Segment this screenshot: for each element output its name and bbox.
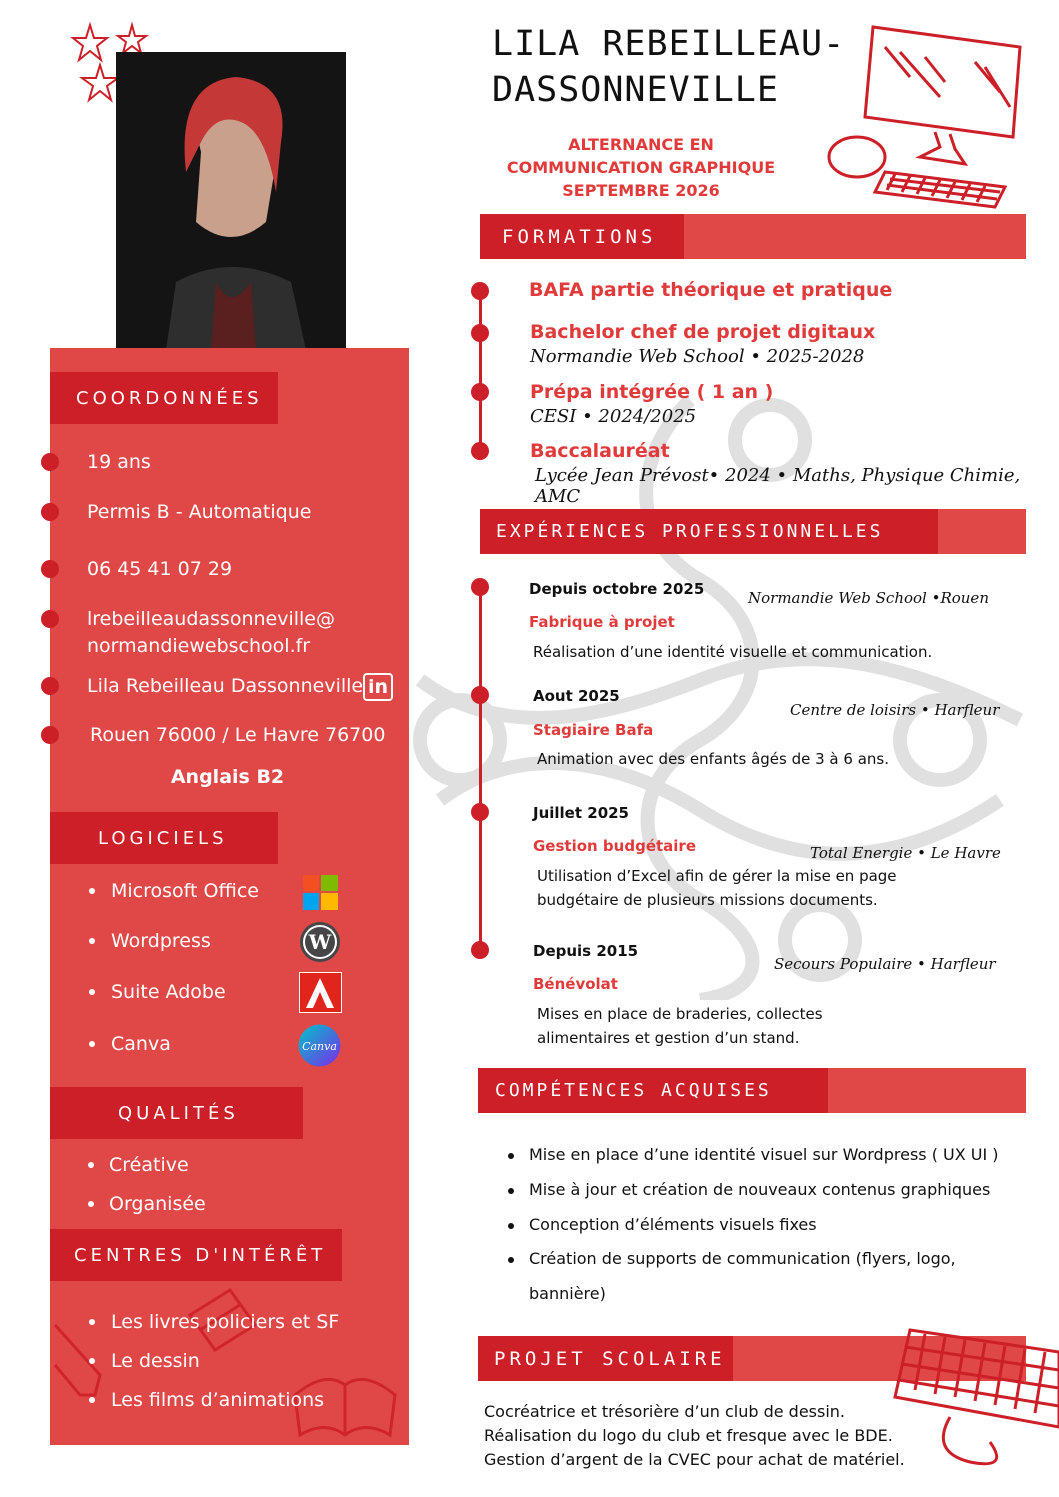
competences-title: COMPÉTENCES ACQUISES [478, 1068, 828, 1113]
desc-line: alimentaires et gestion d’un stand. [537, 1029, 800, 1047]
bullet [88, 1162, 94, 1168]
qualites-title: QUALITÉS [118, 1102, 239, 1124]
objective [480, 133, 802, 202]
wordpress-icon [299, 921, 341, 963]
bullet [89, 1319, 95, 1325]
experience-date: Juillet 2025 [533, 804, 629, 822]
competences-header [478, 1068, 1026, 1113]
interest-item: Les films d’animations [111, 1389, 325, 1411]
objective-line: ALTERNANCE EN [568, 135, 714, 154]
experiences-title: EXPÉRIENCES PROFESSIONNELLES [480, 509, 938, 554]
bullet-dot [41, 560, 59, 578]
experience-role: Stagiaire Bafa [533, 721, 654, 739]
bullet-dot [41, 453, 59, 471]
formation-sub: Normandie Web School • 2025-2028 [530, 346, 865, 367]
timeline-dot [471, 282, 489, 300]
interets-header [50, 1229, 342, 1281]
bullet [89, 888, 95, 894]
formation-title: Prépa intégrée ( 1 an ) [530, 381, 774, 403]
bullet-dot [41, 677, 59, 695]
timeline-dot [471, 803, 489, 821]
svg-text:Canva: Canva [302, 1040, 337, 1053]
bullet [89, 989, 95, 995]
canva-icon [298, 1024, 341, 1067]
experience-desc [537, 864, 897, 912]
objective-line: SEPTEMBRE 2026 [562, 181, 720, 200]
age-text: 19 ans [87, 451, 151, 473]
bullet [89, 1041, 95, 1047]
adobe-icon [299, 972, 342, 1013]
bullet [89, 1358, 95, 1364]
header-extension [938, 509, 1026, 554]
formation-title: Baccalauréat [530, 440, 670, 462]
logiciels-title: LOGICIELS [98, 827, 228, 849]
timeline-dot [471, 324, 489, 342]
timeline-dot [471, 383, 489, 401]
bullet-dot [41, 726, 59, 744]
experience-place: Total Energie • Le Havre [810, 844, 1001, 862]
linkedin-text[interactable]: Lila Rebeilleau Dassonneville [87, 675, 364, 697]
formations-timeline [479, 290, 482, 452]
formation-title: Bachelor chef de projet digitaux [530, 321, 876, 343]
software-item: Wordpress [111, 930, 211, 952]
experience-place: Centre de loisirs • Harfleur [790, 701, 1000, 719]
formations-header [480, 214, 1026, 259]
formations-title: FORMATIONS [480, 214, 684, 259]
formation-sub: Lycée Jean Prévost• 2024 • Maths, Physique Chimie, AMC [535, 465, 1021, 507]
language-text: Anglais B2 [170, 766, 285, 788]
skill-item: Conception d’éléments visuels fixes [529, 1215, 817, 1234]
interest-item: Les livres policiers et SF [111, 1311, 340, 1333]
formation-title: BAFA partie théorique et pratique [529, 279, 893, 301]
header-extension [828, 1068, 1026, 1113]
bullet [508, 1153, 514, 1159]
name-line-2: DASSONNEVILLE [492, 70, 779, 110]
projet-text [484, 1400, 905, 1472]
desc-line: budgétaire de plusieurs missions documents. [537, 891, 878, 909]
skill-item: Mise en place d’une identité visuel sur Wordpress ( UX UI ) [529, 1145, 999, 1164]
experiences-header [480, 509, 1026, 554]
timeline-dot [471, 686, 489, 704]
bullet-dot [41, 503, 59, 521]
email-line-1: lrebeilleaudassonneville@ [87, 608, 335, 630]
bullet [89, 938, 95, 944]
coordonnees-header [50, 372, 278, 424]
experience-place: Normandie Web School •Rouen [748, 589, 989, 607]
interests-doodle-icon [50, 1285, 400, 1440]
projet-line: Gestion d’argent de la CVEC pour achat de matériel. [484, 1450, 905, 1469]
experience-place: Secours Populaire • Harfleur [774, 955, 996, 973]
phone-text[interactable]: 06 45 41 07 29 [87, 558, 233, 580]
projet-line: Cocréatrice et trésorière d’un club de dessin. [484, 1402, 846, 1421]
experience-role: Gestion budgétaire [533, 837, 697, 855]
experience-desc: Animation avec des enfants âgés de 3 à 6 ans. [537, 750, 889, 768]
qualites-header [50, 1087, 303, 1139]
name-line-1: LILA REBEILLEAU- [492, 24, 846, 64]
skill-item: Mise à jour et création de nouveaux contenus graphiques [529, 1180, 991, 1199]
projet-title: PROJET SCOLAIRE [478, 1336, 733, 1381]
experience-date: Depuis octobre 2025 [529, 580, 705, 598]
experience-date: Aout 2025 [533, 687, 620, 705]
header-extension [684, 214, 1026, 259]
projet-line: Réalisation du logo du club et fresque avec le BDE. [484, 1426, 893, 1445]
quality-item: Créative [109, 1154, 189, 1176]
experience-date: Depuis 2015 [533, 942, 639, 960]
desc-line: Mises en place de braderies, collectes [537, 1005, 823, 1023]
interets-title: CENTRES D'INTÉRÊT [74, 1244, 327, 1266]
skill-item-continued: bannière) [529, 1284, 606, 1303]
timeline-dot [471, 941, 489, 959]
bullet [508, 1223, 514, 1229]
skill-item: Création de supports de communication (flyers, logo, [529, 1249, 956, 1268]
location-text: Rouen 76000 / Le Havre 76700 [90, 724, 386, 746]
email-text[interactable] [87, 606, 335, 660]
bullet [88, 1201, 94, 1207]
bullet [89, 1397, 95, 1403]
interest-item: Le dessin [111, 1350, 200, 1372]
timeline-dot [471, 578, 489, 596]
bullet [508, 1188, 514, 1194]
desc-line: Utilisation d’Excel afin de gérer la mise en page [537, 867, 897, 885]
quality-item: Organisée [109, 1193, 206, 1215]
software-item: Suite Adobe [111, 981, 226, 1003]
software-item: Canva [111, 1033, 171, 1055]
objective-line: COMMUNICATION GRAPHIQUE [506, 158, 776, 177]
email-line-2: normandiewebschool.fr [87, 635, 311, 657]
permis-text: Permis B - Automatique [87, 501, 312, 523]
experience-role: Bénévolat [533, 975, 618, 993]
coordonnees-title: COORDONNÉES [76, 387, 263, 409]
experiences-timeline [479, 586, 482, 951]
profile-photo [116, 52, 346, 350]
timeline-dot [471, 442, 489, 460]
formation-sub: CESI • 2024/2025 [530, 406, 697, 427]
logiciels-header [50, 812, 278, 864]
bullet-dot [41, 610, 59, 628]
bullet [508, 1257, 514, 1263]
keyboard-doodle-icon [890, 1322, 1059, 1472]
software-item: Microsoft Office [111, 880, 259, 902]
linkedin-icon[interactable]: in [363, 673, 393, 701]
microsoft-office-icon [303, 875, 338, 910]
computer-doodle-icon [825, 22, 1030, 212]
svg-text:W: W [308, 930, 332, 954]
experience-desc [537, 1002, 823, 1050]
experience-desc: Réalisation d’une identité visuelle et communication. [533, 643, 933, 661]
experience-role: Fabrique à projet [529, 613, 675, 631]
